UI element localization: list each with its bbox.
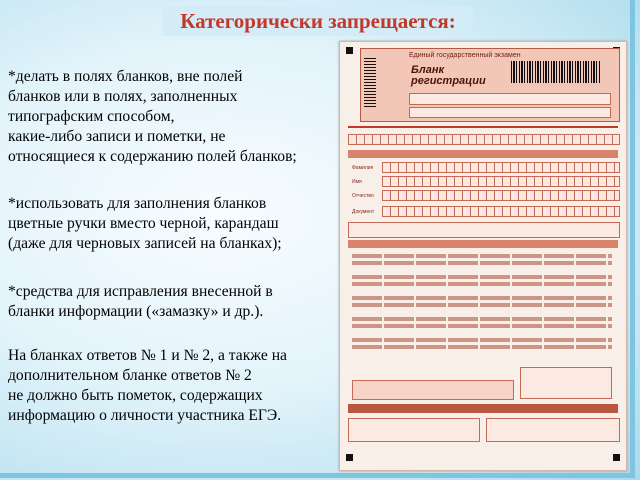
notice-box — [352, 380, 514, 400]
corner-marker — [346, 47, 353, 54]
registration-form-image — [339, 41, 627, 471]
rule-fields: *делать в полях бланков, вне полей бланков или в полях, заполненных типографским способом, какие-либо записи и пометки, не относящиеся к содержанию полей бланков; — [8, 68, 297, 165]
row-label: Отчество — [352, 193, 374, 199]
barcode — [511, 61, 601, 83]
vertical-barcode — [364, 57, 376, 107]
name-cells — [382, 176, 620, 187]
instruction-text — [352, 324, 612, 328]
signature-box — [520, 367, 612, 399]
organizer-box — [486, 418, 620, 442]
code-fields — [409, 93, 611, 105]
form-header — [360, 48, 620, 122]
document-cells — [382, 206, 620, 217]
separator — [348, 126, 618, 128]
section-band — [348, 240, 618, 248]
row-label: Фамилия — [352, 165, 374, 171]
sample-chars-row — [348, 134, 620, 145]
gender-row — [348, 222, 620, 238]
instruction-text — [352, 275, 612, 279]
section-band — [348, 150, 618, 158]
corner-marker — [613, 454, 620, 461]
instruction-text — [352, 254, 612, 258]
corner-marker — [346, 454, 353, 461]
patronymic-cells — [382, 190, 620, 201]
instruction-text — [352, 296, 612, 300]
section-band — [348, 404, 618, 413]
rule-correction: *средства для исправления внесенной в бланки информации («замазку» и др.). — [8, 283, 273, 320]
instruction-text — [352, 261, 612, 265]
code-fields — [409, 107, 611, 118]
slide-title: Категорически запрещается: — [163, 6, 473, 36]
instruction-text — [352, 345, 612, 349]
rule-pens: *использовать для заполнения бланков цветные ручки вместо черной, карандаш (даже для черновых записей на бланках); — [8, 195, 282, 252]
form-header-line: Единый государственный экзамен — [409, 52, 521, 59]
form-title: Бланк регистрации — [411, 64, 486, 87]
row-label: Имя — [352, 179, 362, 185]
instruction-text — [352, 282, 612, 286]
note-answer-sheets: На бланках ответов № 1 и № 2, а также на дополнительном бланке ответов № 2 не должно быть пометок, содержащих информацию о личности участника ЕГЭ. — [8, 347, 287, 424]
row-label: Документ — [352, 209, 375, 215]
instruction-text — [352, 338, 612, 342]
surname-cells — [382, 162, 620, 173]
instruction-text — [352, 317, 612, 321]
organizer-box — [348, 418, 480, 442]
instruction-text — [352, 303, 612, 307]
